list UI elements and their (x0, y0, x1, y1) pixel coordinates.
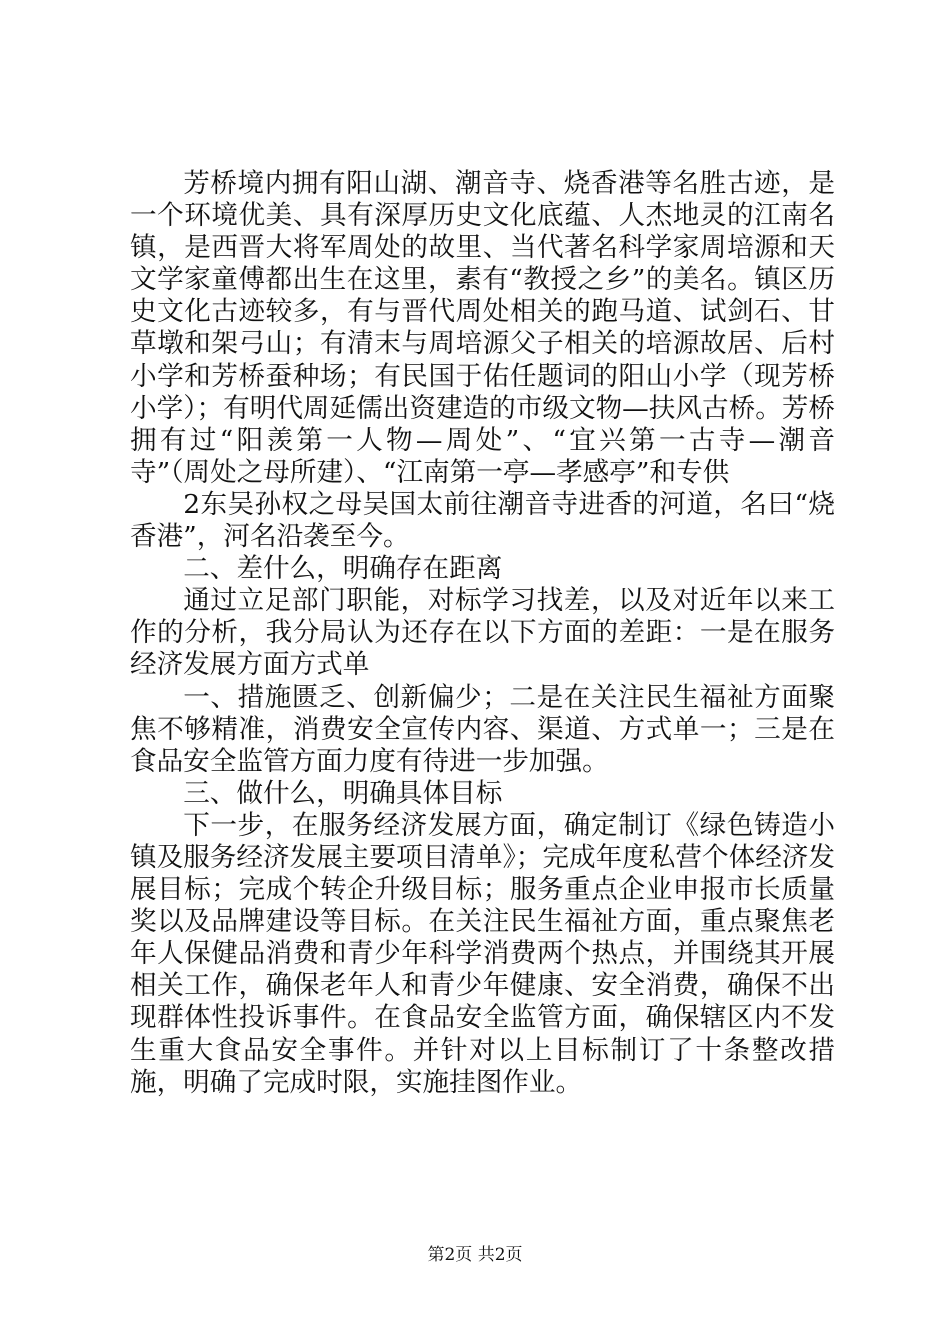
paragraph-goals: 下一步，在服务经济发展方面，确定制订《绿色铸造小镇及服务经济发展主要项目清单》；完成年度私营个体经济发展目标；完成个转企升级目标；服务重点企业申报市长质量奖以及品牌建设等目标。在关注民生福祉方面，重点聚焦老年人保健品消费和青少年科学消费两个热点，并围绕其开展相关工作，确保老年人和青少年健康、安全消费，确保不出现群体性投诉事件。在食品安全监管方面，确保辖区内不发生重大食品安全事件。并针对以上目标制订了十条整改措施，明确了完成时限，实施挂图作业。 (130, 809, 835, 1098)
paragraph-history: 芳桥境内拥有阳山湖、潮音寺、烧香港等名胜古迹，是一个环境优美、具有深厚历史文化底蕴、人杰地灵的江南名镇，是西晋大将军周处的故里、当代著名科学家周培源和天文学家童傅都出生在这里，素有“教授之乡”的美名。镇区历史文化古迹较多，有与晋代周处相关的跑马道、试剑石、甘草墩和架弓山；有清末与周培源父子相关的培源故居、后村小学和芳桥蚕种场；有民国于佑任题词的阳山小学（现芳桥小学）；有明代周延儒出资建造的市级文物—扶风古桥。芳桥拥有过“阳羡第一人物—周处”、“宜兴第一古寺—潮音寺”（周处之母所建）、“江南第一亭—孝感亭”和专供 (130, 168, 835, 488)
section-heading-gaps: 二、差什么，明确存在距离 (183, 553, 503, 585)
paragraph-gaps-detail: 一、措施匮乏、创新偏少；二是在关注民生福祉方面聚焦不够精准，消费安全宣传内容、渠道、方式单一；三是在食品安全监管方面力度有待进一步加强。 (130, 681, 835, 777)
page-number-footer: 第2页 共2页 (427, 1245, 523, 1265)
paragraph-gaps-intro: 通过立足部门职能，对标学习找差，以及对近年以来工作的分析，我分局认为还存在以下方面的差距：一是在服务经济发展方面方式单 (130, 585, 835, 681)
document-body (130, 168, 835, 1099)
section-heading-goals: 三、做什么，明确具体目标 (183, 777, 503, 809)
paragraph-history-continued: 2东吴孙权之母吴国太前往潮音寺进香的河道，名曰“烧香港”，河名沿袭至今。 (130, 488, 835, 553)
